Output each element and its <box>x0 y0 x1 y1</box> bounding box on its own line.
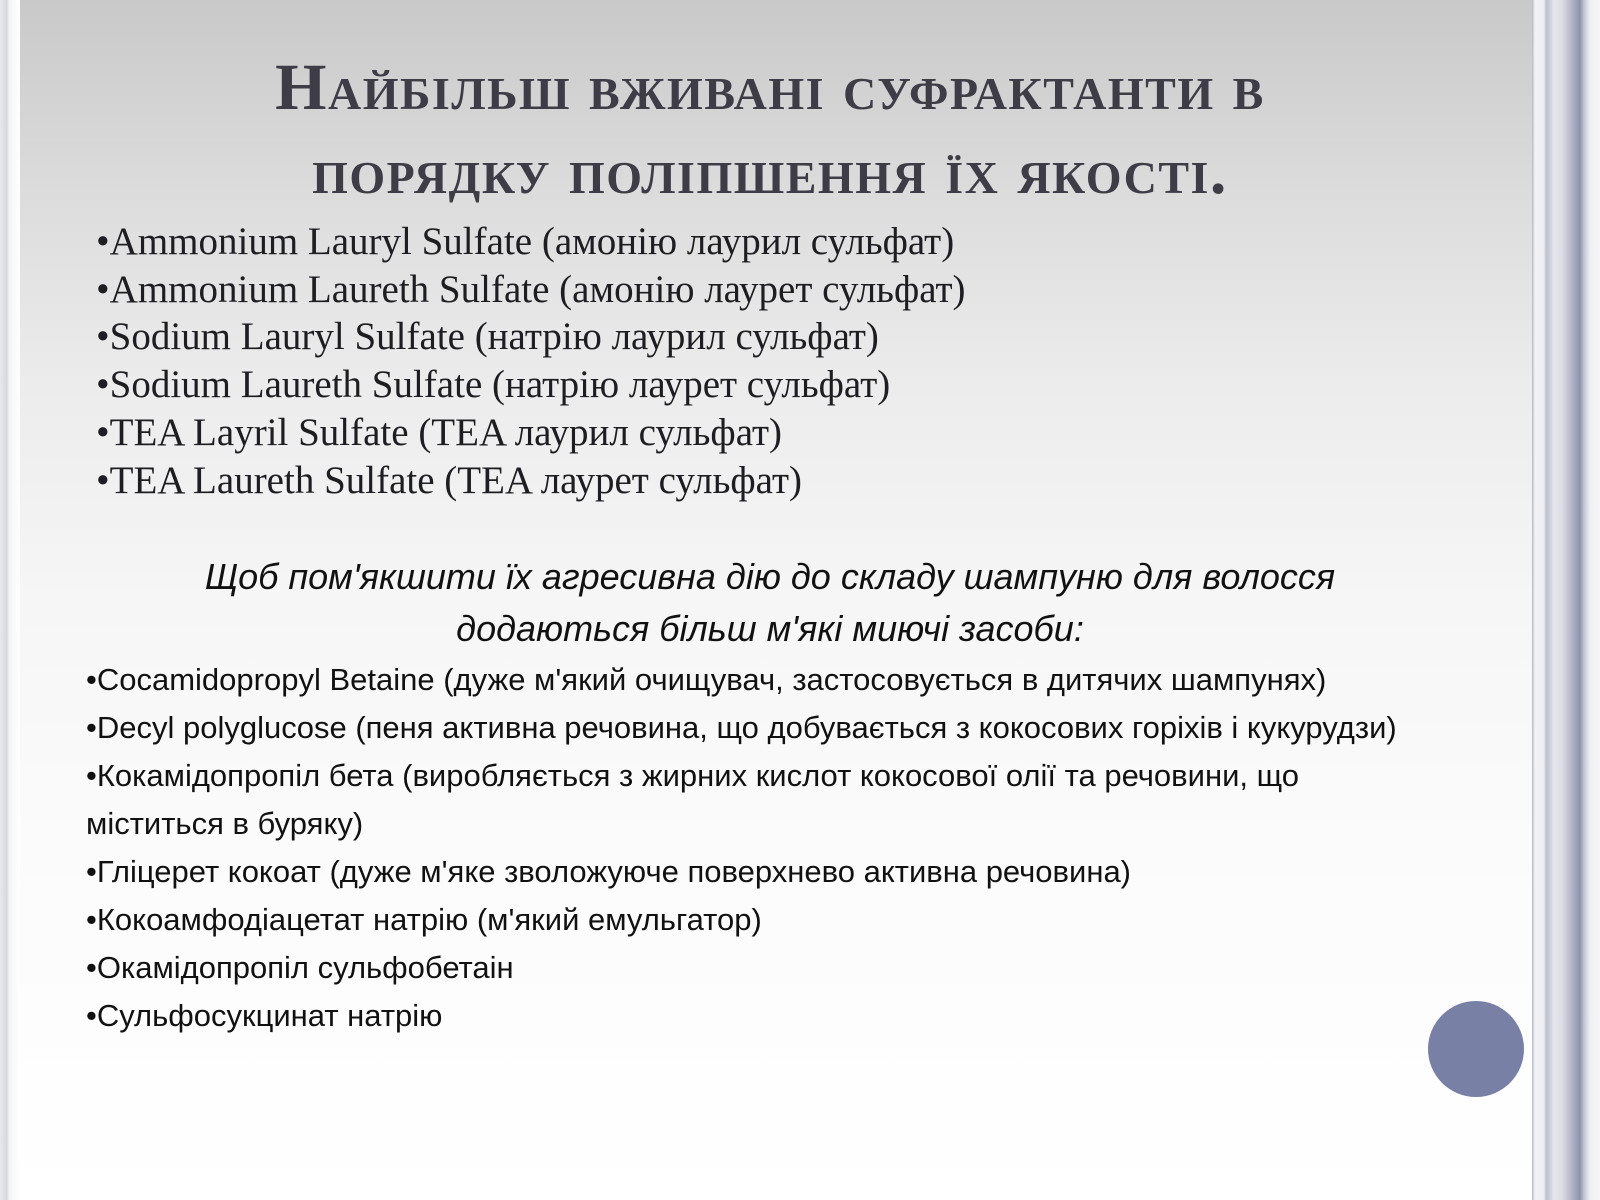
right-border-decoration <box>1532 0 1600 1200</box>
mild-agent-item <box>86 656 1486 704</box>
sulfate-item: •Ammonium Laureth Sulfate (амонію лаурет сульфат) <box>96 267 966 311</box>
title-line-2: порядку поліпшення їх якості. <box>312 135 1228 208</box>
sulfate-item: •Sodium Lauryl Sulfate (натрію лаурил сульфат) <box>96 315 879 359</box>
left-edge-decoration <box>0 0 20 1200</box>
softening-note <box>100 551 1440 655</box>
mild-agent-item <box>86 896 1486 944</box>
mild-agent-item <box>86 944 1486 992</box>
mild-agent-text: •Гліцерет кокоат (дуже м'яке зволожуюче поверхнево активна речовина) <box>86 854 1132 889</box>
sulfate-item: •TEA Layril Sulfate (TEA лаурил сульфат) <box>96 410 783 454</box>
sulfate-item: •Sodium Laureth Sulfate (натрію лаурет сульфат) <box>96 363 891 407</box>
mild-agent-item <box>86 704 1486 752</box>
mild-agent-text: •Сульфосукцинат натрію <box>86 998 443 1033</box>
sulfate-item: •TEA Laureth Sulfate (TEA лаурет сульфат) <box>96 458 803 502</box>
mild-agent-text: •Кокоамфодіацетат натрію (м'який емульгатор) <box>86 902 762 937</box>
mild-agent-text: •Decyl polyglucose (пеня активна речовина, що добувається з кокосових горіхів і кукурудзи) <box>86 710 1397 745</box>
title-line-1: Найбільш вживані суфрактанти в <box>275 51 1265 124</box>
slide-title <box>80 46 1460 214</box>
mild-agent-text: •Окамідопропіл сульфобетаін <box>86 950 514 985</box>
mild-agent-text: •Cocamidopropyl Betaine (дуже м'який очищувач, застосовується в дитячих шампунях) <box>86 662 1327 697</box>
mild-agent-text: •Кокамідопропіл бета (виробляється з жирних кислот кокосової олії та речовини, що міститься в буряку) <box>86 758 1300 841</box>
decorative-circle <box>1428 1001 1524 1097</box>
sulfate-list <box>96 218 966 504</box>
mild-agent-item <box>86 848 1486 896</box>
sulfate-item: •Ammonium Lauryl Sulfate (амонію лаурил сульфат) <box>96 220 955 263</box>
note-line-1: Щоб пом'якшити їх агресивна дію до складу шампуню для волосся <box>204 556 1336 597</box>
note-line-2: додаються більш м'які миючі засоби: <box>456 608 1084 649</box>
mild-agents-list <box>86 656 1486 1040</box>
mild-agent-item <box>86 992 1486 1040</box>
mild-agent-item <box>86 752 1486 848</box>
